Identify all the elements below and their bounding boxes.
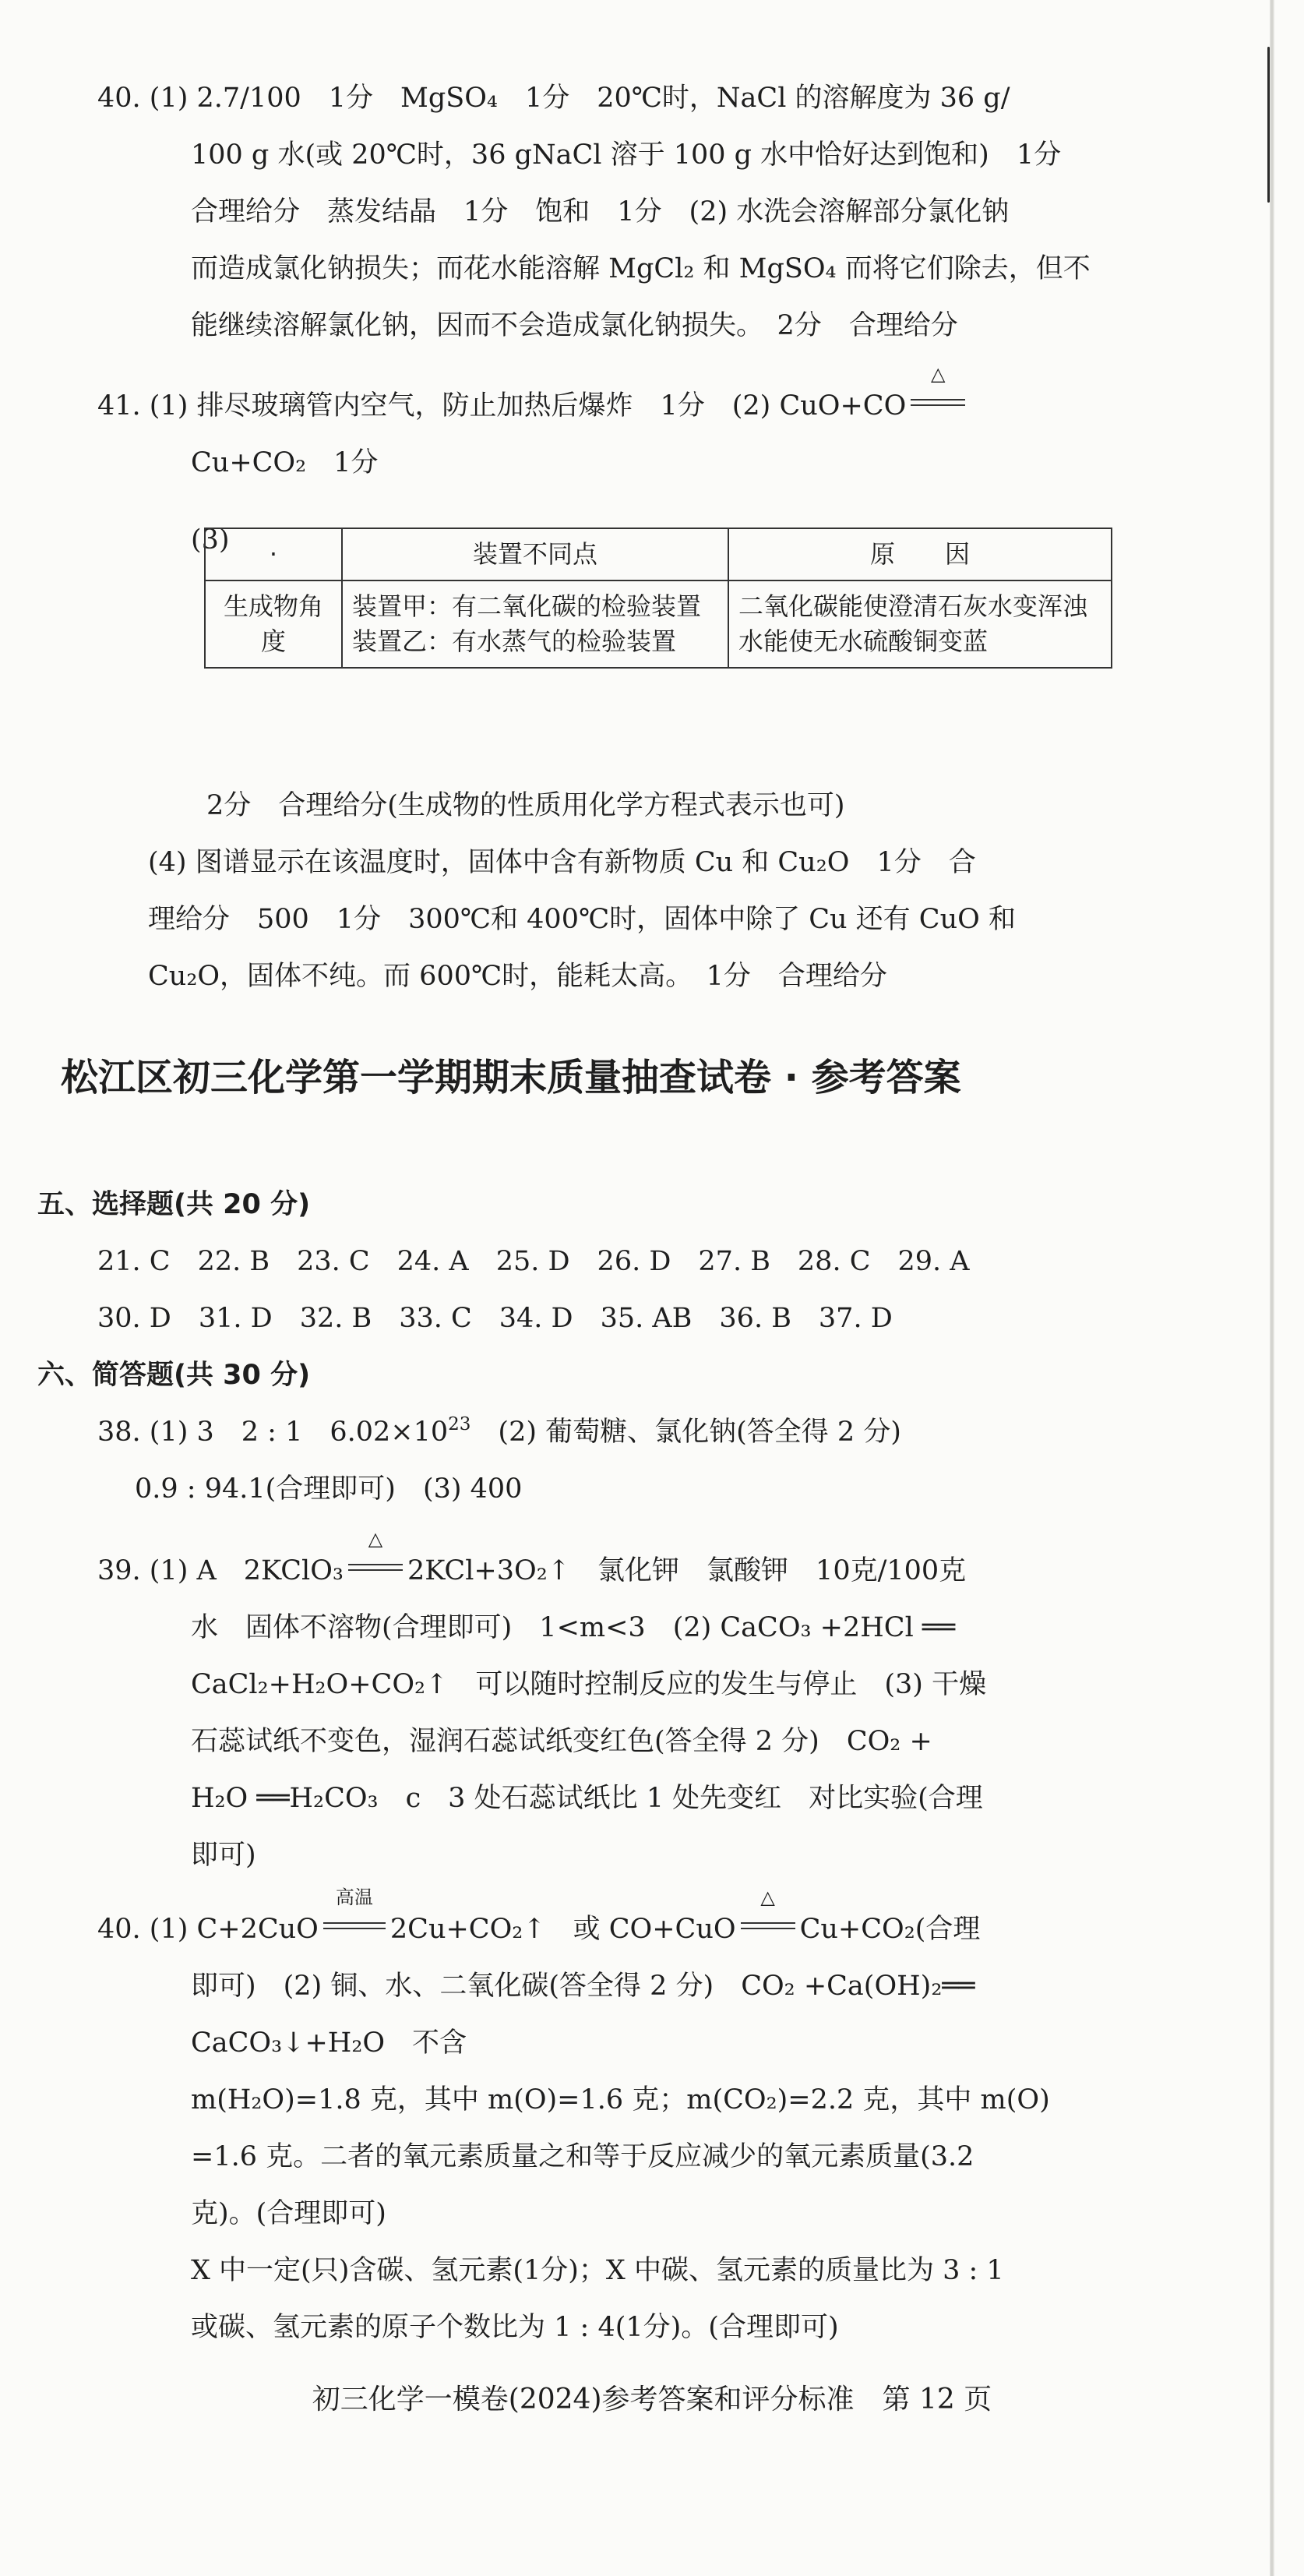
q39-line-1a: 39. (1) A 2KClO₃: [97, 1555, 344, 1586]
q39-line-6: 即可): [191, 1840, 256, 1871]
reason-b: 水能使无水硫酸铜变蓝: [738, 626, 989, 656]
q39-line-5: H₂O ══H₂CO₃ c 3 处石蕊试纸比 1 处先变红 对比实验(合理: [191, 1783, 983, 1814]
q39-line-1: [97, 1528, 1281, 1600]
table-cell-difference: [342, 580, 728, 668]
table-header-difference: 装置不同点: [342, 528, 728, 580]
q40-line-2: 100 g 水(或 20℃时，36 gNaCl 溶于 100 g 水中恰好达到饱和) 1分: [191, 139, 1062, 171]
high-temp-condition: 高温: [335, 1886, 373, 1908]
q38-exponent: 23: [448, 1414, 471, 1434]
section-6-title: 六、简答题(共 30 分): [37, 1360, 311, 1391]
heating-equals-sign: [736, 1886, 800, 1938]
q40-previous-answer: [97, 70, 1266, 355]
q40b-line-1b: 2Cu+CO₂↑ 或 CO+CuO: [389, 1914, 736, 1945]
q41-after-table: [206, 778, 1297, 835]
reason-a: 二氧化碳能使澄清石灰水变浑浊: [738, 591, 1088, 621]
high-temp-equals-sign: [319, 1886, 390, 1938]
q41-part4: [148, 835, 1278, 1005]
q38-part-a: 38. (1) 3 2 : 1 6.02×10: [97, 1417, 449, 1448]
q41-line-1-text: 41. (1) 排尽玻璃管内空气，防止加热后爆炸 1分 (2) CuO+CO: [97, 390, 907, 422]
table-header-blank: ·: [205, 528, 342, 580]
q41-line-2: Cu+CO₂ 1分: [191, 447, 379, 478]
q40-line-4: 而造成氯化钠损失；而花水能溶解 MgCl₂ 和 MgSO₄ 而将它们除去，但不: [191, 253, 1091, 284]
heating-condition: △: [931, 363, 946, 385]
choice-row-2: 30. D 31. D 32. B 33. C 34. D 35. AB 36. B 37. D: [97, 1303, 893, 1334]
q40b-line-2: 即可) (2) 铜、水、二氧化碳(答全得 2 分) CO₂ +Ca(OH)₂══: [191, 1971, 975, 2002]
q40b-line-1a: 40. (1) C+2CuO: [97, 1914, 319, 1945]
q41-part4-line-2: 理给分 500 1分 300℃和 400℃时，固体中除了 Cu 还有 CuO 和: [148, 904, 1016, 935]
q40-answer: [97, 1886, 1281, 2356]
q40-line-3: 合理给分 蒸发结晶 1分 饱和 1分 (2) 水洗会溶解部分氯化钠: [191, 196, 1010, 228]
difference-b: 装置乙：有水蒸气的检验装置: [352, 626, 677, 656]
q41-comparison-table: [204, 528, 1112, 669]
section-5-title: 五、选择题(共 20 分): [37, 1189, 311, 1220]
q38-part-b: (2) 葡萄糖、氯化钠(答全得 2 分): [470, 1417, 901, 1448]
q40b-line-5: =1.6 克。二者的氧元素质量之和等于反应减少的氧元素质量(3.2: [191, 2141, 974, 2172]
q40b-line-6: 克)。(合理即可): [191, 2198, 386, 2229]
choice-row-1: 21. C 22. B 23. C 24. A 25. D 26. D 27. B 28. C 29. A: [97, 1246, 970, 1277]
q41-part3-note: 2分 合理给分(生成物的性质用化学方程式表示也可): [206, 790, 845, 821]
q38-line-2: 0.9 : 94.1(合理即可) (3) 400: [135, 1473, 523, 1505]
q40b-line-7: X 中一定(只)含碳、氢元素(1分)；X 中碳、氢元素的质量比为 3 : 1: [191, 2255, 1004, 2286]
heating-condition: △: [368, 1528, 383, 1550]
table-header-reason: 原 因: [728, 528, 1112, 580]
binding-mark: [1267, 47, 1270, 203]
page-footer: 初三化学一模卷(2024)参考答案和评分标准 第 12 页: [312, 2384, 992, 2415]
heating-equals-sign: [344, 1528, 407, 1579]
difference-a: 装置甲：有二氧化碳的检验装置: [352, 591, 702, 621]
q40b-line-8: 或碳、氢元素的原子个数比为 1 : 4(1分)。(合理即可): [191, 2312, 839, 2343]
q39-answer: [97, 1528, 1281, 1884]
section-5-choice: [37, 1177, 1284, 1518]
q39-line-1b: 2KCl+3O₂↑ 氯化钾 氯酸钾 10克/100克: [407, 1555, 967, 1586]
q40b-line-3: CaCO₃↓+H₂O 不含: [191, 2027, 467, 2059]
table-cell-reason: [728, 580, 1112, 668]
table-header-row: [205, 528, 1112, 580]
table-row: [205, 580, 1112, 668]
q40-line-1: 40. (1) 2.7/100 1分 MgSO₄ 1分 20℃时，NaCl 的溶解度为 36 g/: [97, 83, 1010, 114]
q41-line-1: [97, 363, 1266, 435]
q40b-line-1: [97, 1886, 1281, 1958]
q41-part4-line-3: Cu₂O，固体不纯。而 600℃时，能耗太高。 1分 合理给分: [148, 961, 887, 992]
q41-part3-label: (3): [191, 524, 230, 556]
q40b-line-1c: Cu+CO₂(合理: [799, 1914, 981, 1945]
heating-equals-sign: [906, 363, 970, 415]
table-row-label: 生成物角度: [205, 580, 342, 668]
heating-condition: △: [760, 1886, 775, 1908]
q39-line-4: 石蕊试纸不变色，湿润石蕊试纸变红色(答全得 2 分) CO₂ +: [191, 1726, 932, 1757]
q41-part4-line-1: (4) 图谱显示在该温度时，固体中含有新物质 Cu 和 Cu₂O 1分 合: [148, 847, 976, 878]
q39-line-2: 水 固体不溶物(合理即可) 1<m<3 (2) CaCO₃ +2HCl ══: [191, 1612, 956, 1643]
q38-line-1: [37, 1404, 1284, 1461]
q40-line-5: 能继续溶解氯化钠，因而不会造成氯化钠损失。 2分 合理给分: [191, 310, 958, 341]
q40b-line-4: m(H₂O)=1.8 克，其中 m(O)=1.6 克；m(CO₂)=2.2 克，其中 m(O): [191, 2084, 1050, 2115]
q39-line-3: CaCl₂+H₂O+CO₂↑ 可以随时控制反应的发生与停止 (3) 干燥: [191, 1669, 987, 1700]
answer-key-title: 松江区初三化学第一学期期末质量抽查试卷 · 参考答案: [61, 1056, 961, 1099]
